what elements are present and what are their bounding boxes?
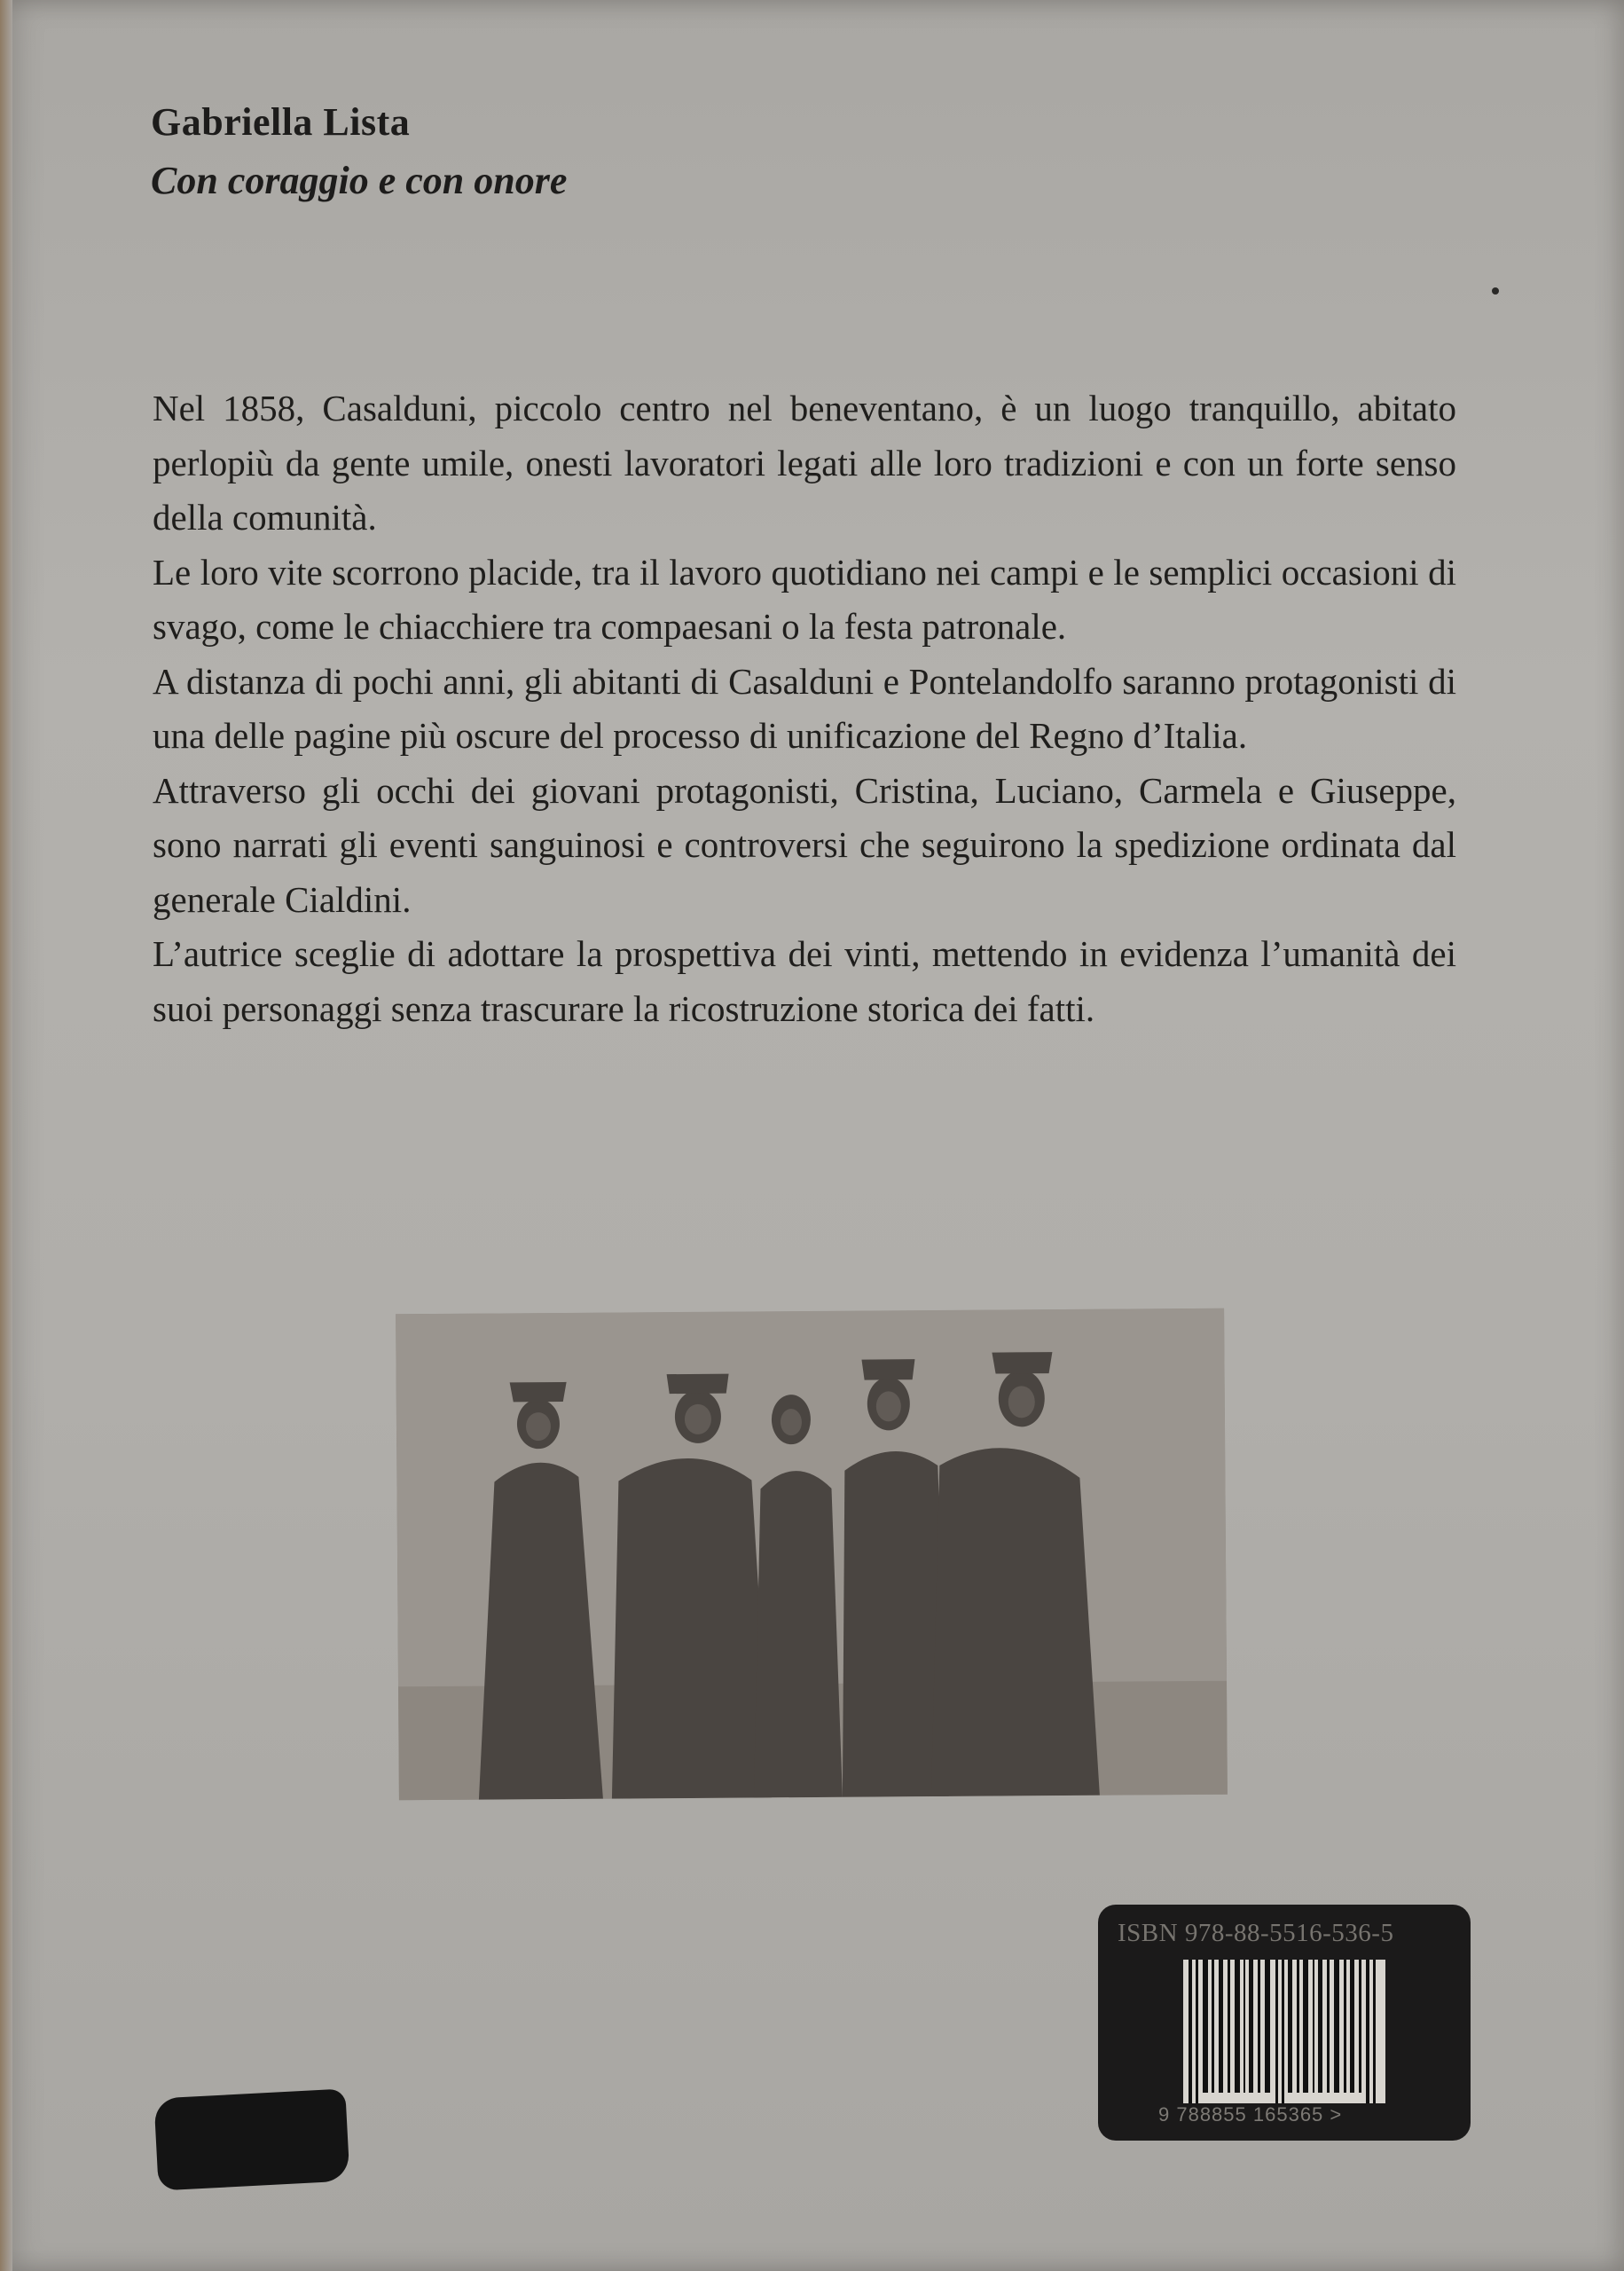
barcode-icon [1183,1960,1385,2103]
barcode-digits: 9 788855 165365 > [1158,2103,1343,2126]
isbn-barcode-box [1098,1905,1471,2141]
blurb-paragraph: Attraverso gli occhi dei giovani protagonisti, Cristina, Luciano, Carmela e Giuseppe, sono narrati gli eventi sanguinosi e controversi che seguirono la spedizione ordinata dal generale Cialdini. [153,769,1456,920]
blurb-paragraph: L’autrice sceglie di adottare la prospettiva dei vinti, mettendo in evidenza l’umanità dei suoi personaggi senza trascurare la ricostruzione storica dei fatti. [153,933,1456,1029]
historical-group-photo [396,1308,1228,1801]
blurb-paragraph: Le loro vite scorrono placide, tra il lavoro quotidiano nei campi e le semplici occasioni di svago, come le chiacchiere tra compaesani o la festa patronale. [153,551,1456,647]
book-title: Con coraggio e con onore [151,159,568,202]
blurb-paragraph: A distanza di pochi anni, gli abitanti di Casalduni e Pontelandolfo saranno protagonisti di una delle pagine più oscure del processo di unificazione del Regno d’Italia. [153,660,1456,756]
author-name: Gabriella Lista [151,100,411,144]
blurb-paragraph: Nel 1858, Casalduni, piccolo centro nel beneventano, è un luogo tranquillo, abitato perlopiù da gente umile, onesti lavoratori legati alle loro tradizioni e con un forte senso della comunità. [153,388,1456,538]
ink-dot [1492,287,1499,295]
isbn-label: ISBN 978-88-5516-536-5 [1118,1919,1394,1947]
blurb-text [153,381,1456,1036]
black-sticker [153,2088,349,2190]
cover-edge [0,0,12,2271]
